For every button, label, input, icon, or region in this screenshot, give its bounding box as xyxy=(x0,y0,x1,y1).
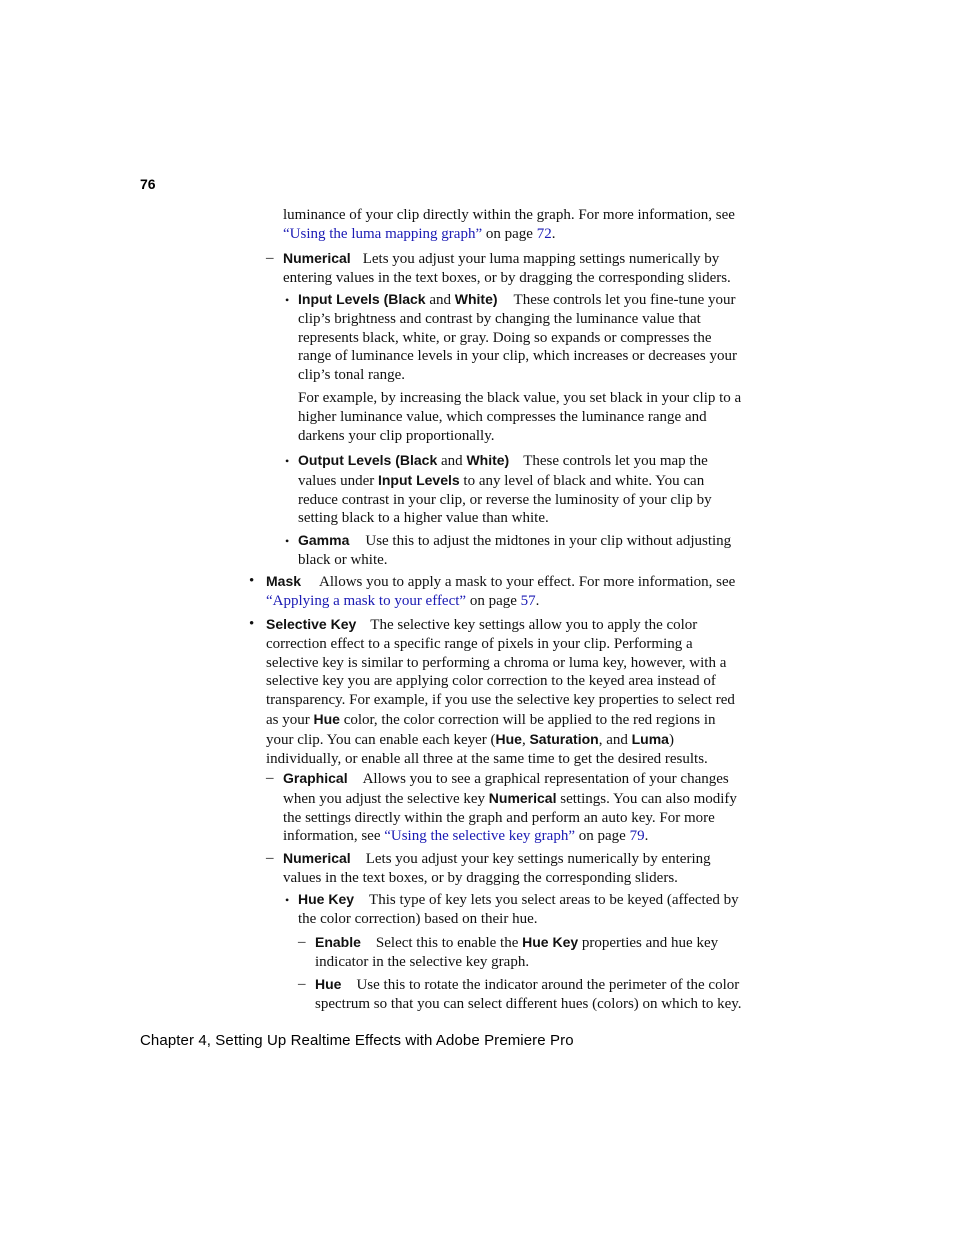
bullet-marker: • xyxy=(285,534,290,548)
term-numerical: Numerical xyxy=(283,250,351,266)
dash-marker: – xyxy=(298,934,306,950)
bullet-marker: • xyxy=(249,573,255,589)
numerical-luma-item: Numerical Lets you adjust your luma mapping settings numerically by entering values in the text boxes, or by dragging the corresponding sliders. xyxy=(283,250,731,286)
applying-mask-link[interactable]: “Applying a mask to your effect” xyxy=(266,592,467,609)
hue-key-item: Hue Key This type of key lets you select areas to be keyed (affected by the color correction) based on their hue. xyxy=(298,891,739,927)
example-paragraph: For example, by increasing the black value, you set black in your clip to a higher luminance value, which compresses the luminance range and darkens your clip proportionally. xyxy=(298,390,742,444)
chapter-footer: Chapter 4, Setting Up Realtime Effects with Adobe Premiere Pro xyxy=(140,1032,574,1049)
page-number: 76 xyxy=(140,176,156,192)
input-levels-item: Input Levels (Black and White) These controls let you fine-tune your clip’s brightness and contrast by changing the luminance value that represents black, white, or gray. Doing so expands or compresses the range of luminance levels in your clip, which increases or decreases your clip’s tonal range. xyxy=(298,291,737,384)
bullet-marker: • xyxy=(285,454,290,468)
selective-key-graph-link[interactable]: “Using the selective key graph” xyxy=(384,828,575,845)
dash-marker: – xyxy=(298,976,306,992)
dash-marker: – xyxy=(266,770,274,786)
page-72-link[interactable]: 72 xyxy=(536,225,552,242)
dash-marker: – xyxy=(266,850,274,866)
luma-mapping-graph-link[interactable]: “Using the luma mapping graph” xyxy=(283,225,483,242)
bullet-marker: • xyxy=(285,293,290,307)
graphical-continuation-paragraph: luminance of your clip directly within the graph. For more information, see “Using the luma mapping graph” on page 72. xyxy=(283,207,735,242)
enable-item: Enable Select this to enable the Hue Key properties and hue key indicator in the selective key graph. xyxy=(315,934,719,970)
bullet-marker: • xyxy=(249,616,255,632)
page-79-link[interactable]: 79 xyxy=(629,828,645,845)
graphical-item: Graphical Allows you to see a graphical representation of your changes when you adjust the selective key Numerical settings. You can also modify the settings directly within the graph and perform an auto key. For more information, see “Using the selective key graph” on page 79. xyxy=(283,770,737,845)
gamma-item: Gamma Use this to adjust the midtones in your clip without adjusting black or white. xyxy=(298,532,732,568)
mask-item: Mask Allows you to apply a mask to your effect. For more information, see “Applying a mask to your effect” on page 57. xyxy=(266,573,736,609)
page-57-link[interactable]: 57 xyxy=(520,592,536,609)
hue-item: Hue Use this to rotate the indicator around the perimeter of the color spectrum so that you can select different hues (colors) on which to key. xyxy=(315,976,742,1012)
bullet-marker: • xyxy=(285,893,290,907)
dash-marker: – xyxy=(266,250,274,266)
output-levels-item: Output Levels (Black and White) These controls let you map the values under Input Levels to any level of black and white. You can reduce contrast in your clip, or reverse the luminosity of your clip by setting black to a higher value than white. xyxy=(298,452,712,527)
numerical-key-item: Numerical Lets you adjust your key settings numerically by entering values in the text boxes, or by dragging the corresponding sliders. xyxy=(283,850,711,886)
selective-key-item: Selective Key The selective key settings allow you to apply the color correction effect to a specific range of pixels in your clip. Performing a selective key is similar to performing a chroma or luma key, however, with a selective key you are applying color correction to the keyed area instead of transparency. For example, if you use the selective key properties to select red as your Hue color, the color correction will be applied to the red regions in your clip. You can enable each keyer (Hue, Saturation, and Luma) individually, or enable all three at the same time to get the desired results. xyxy=(266,616,735,767)
